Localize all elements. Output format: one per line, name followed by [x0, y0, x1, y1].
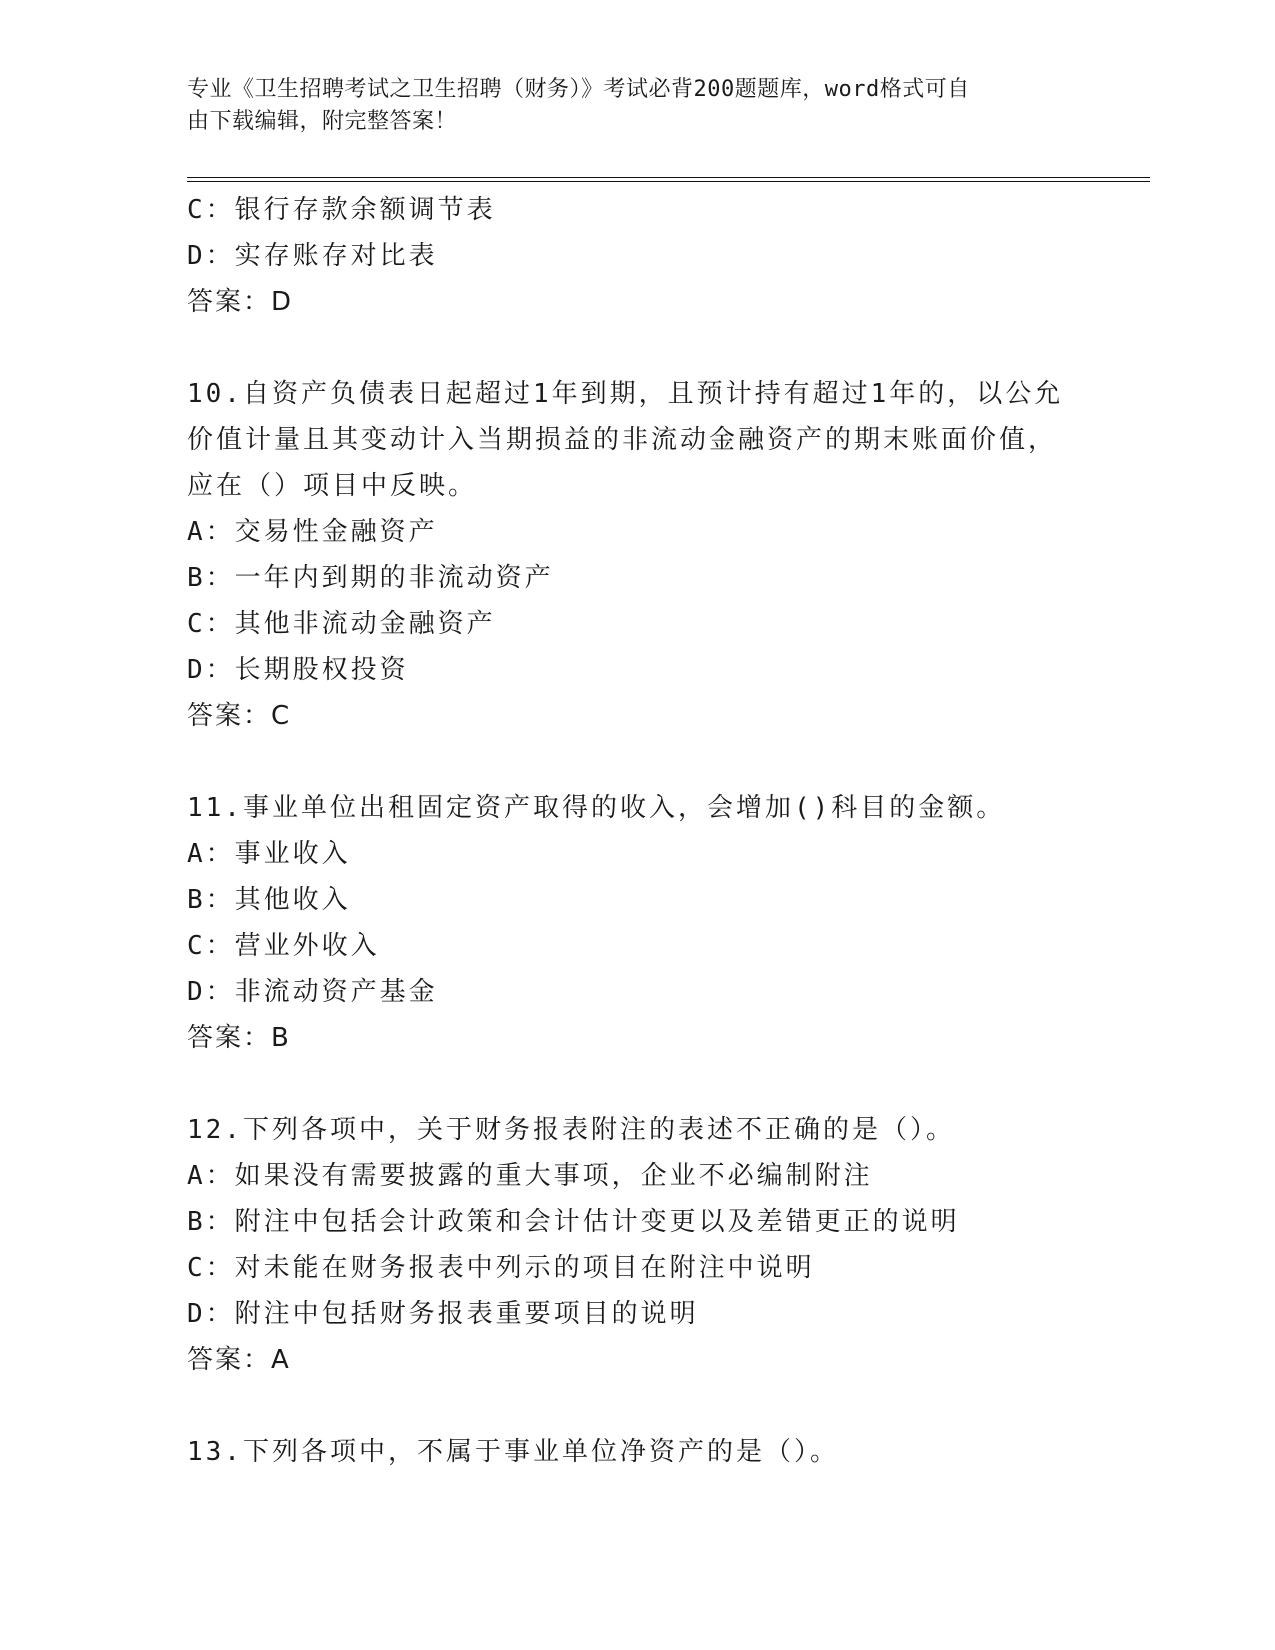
- option-b: B：附注中包括会计政策和会计估计变更以及差错更正的说明: [187, 1207, 960, 1237]
- spacer: [187, 1383, 1107, 1429]
- option-a: A：如果没有需要披露的重大事项，企业不必编制附注: [187, 1161, 873, 1191]
- option-d: D：附注中包括财务报表重要项目的说明: [187, 1299, 699, 1329]
- question-10: [187, 371, 1107, 739]
- option-d: D：非流动资产基金: [187, 977, 438, 1007]
- option-d: D：长期股权投资: [187, 655, 409, 685]
- header-divider: [187, 177, 1150, 182]
- option-c: C：银行存款余额调节表: [187, 195, 496, 225]
- header-line-2: 由下载编辑，附完整答案！: [187, 109, 458, 134]
- question-text-line: 12.下列各项中，关于财务报表附注的表述不正确的是（）。: [187, 1115, 955, 1145]
- option-d: D：实存账存对比表: [187, 241, 438, 271]
- document-header: [187, 74, 1067, 138]
- option-b: B：其他收入: [187, 885, 351, 915]
- question-list: [187, 187, 1107, 1475]
- spacer: [187, 1061, 1107, 1107]
- header-line-1: 专业《卫生招聘考试之卫生招聘（财务）》考试必背200题题库，word格式可自: [187, 77, 970, 102]
- option-c: C：营业外收入: [187, 931, 380, 961]
- question-text-line: 应在（）项目中反映。: [187, 471, 478, 501]
- question-11: [187, 785, 1107, 1061]
- option-c: C：对未能在财务报表中列示的项目在附注中说明: [187, 1253, 815, 1283]
- answer: 答案：C: [187, 701, 292, 731]
- question-13: [187, 1429, 1107, 1475]
- option-b: B：一年内到期的非流动资产: [187, 563, 554, 593]
- answer: 答案：D: [187, 287, 294, 317]
- spacer: [187, 739, 1107, 785]
- question-text-line: 11.事业单位出租固定资产取得的收入，会增加()科目的金额。: [187, 793, 1006, 823]
- question-text-line: 13.下列各项中，不属于事业单位净资产的是（）。: [187, 1437, 839, 1467]
- question-9-tail: [187, 187, 1107, 325]
- spacer: [187, 325, 1107, 371]
- option-a: A：交易性金融资产: [187, 517, 438, 547]
- question-text-line: 10.自资产负债表日起超过1年到期，且预计持有超过1年的，以公允: [187, 379, 1064, 409]
- option-a: A：事业收入: [187, 839, 351, 869]
- question-text-line: 价值计量且其变动计入当期损益的非流动金融资产的期末账面价值，: [187, 425, 1058, 455]
- question-12: [187, 1107, 1107, 1383]
- answer: 答案：B: [187, 1023, 291, 1053]
- option-c: C：其他非流动金融资产: [187, 609, 496, 639]
- answer: 答案：A: [187, 1345, 291, 1375]
